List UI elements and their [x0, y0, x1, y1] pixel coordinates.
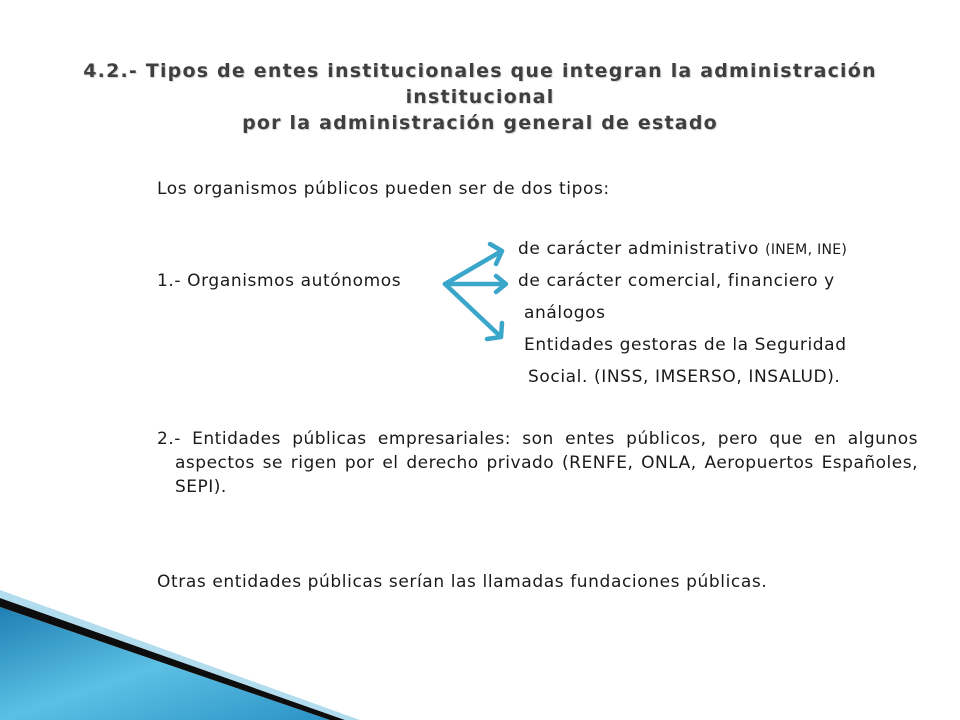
item-2-text: 2.- Entidades públicas empresariales: son entes públicos, pero que en algunos aspectos se rigen por el derecho privado (RENFE, ONLA, Aeropuertos Españoles, SEPI).: [157, 429, 918, 497]
arrow-up-icon: [445, 252, 500, 284]
branch-3-line-1: Entidades gestoras de la Seguridad: [524, 335, 847, 355]
item-1-label: 1.- Organismos autónomos: [157, 271, 402, 291]
closing-text: Otras entidades públicas serían las llamadas fundaciones públicas.: [157, 572, 768, 592]
arrow-down-icon: [445, 284, 500, 336]
branch-1-text: de carácter administrativo: [518, 239, 760, 259]
branch-3-line-2: Social. (INSS, IMSERSO, INSALUD).: [528, 367, 841, 387]
branch-arrows: [445, 244, 506, 339]
slide-title-line-2: por la administración general de estado: [242, 112, 718, 134]
slide-title-line-1: 4.2.- Tipos de entes institucionales que integran la administración institucional: [83, 60, 877, 108]
branch-2-line-1: de carácter comercial, financiero y: [518, 271, 835, 291]
branch-1-note: (INEM, INE): [765, 242, 848, 258]
intro-text: Los organismos públicos pueden ser de dos tipos:: [157, 179, 610, 199]
branch-2-line-2: análogos: [524, 303, 606, 323]
corner-wedge: [0, 590, 360, 720]
